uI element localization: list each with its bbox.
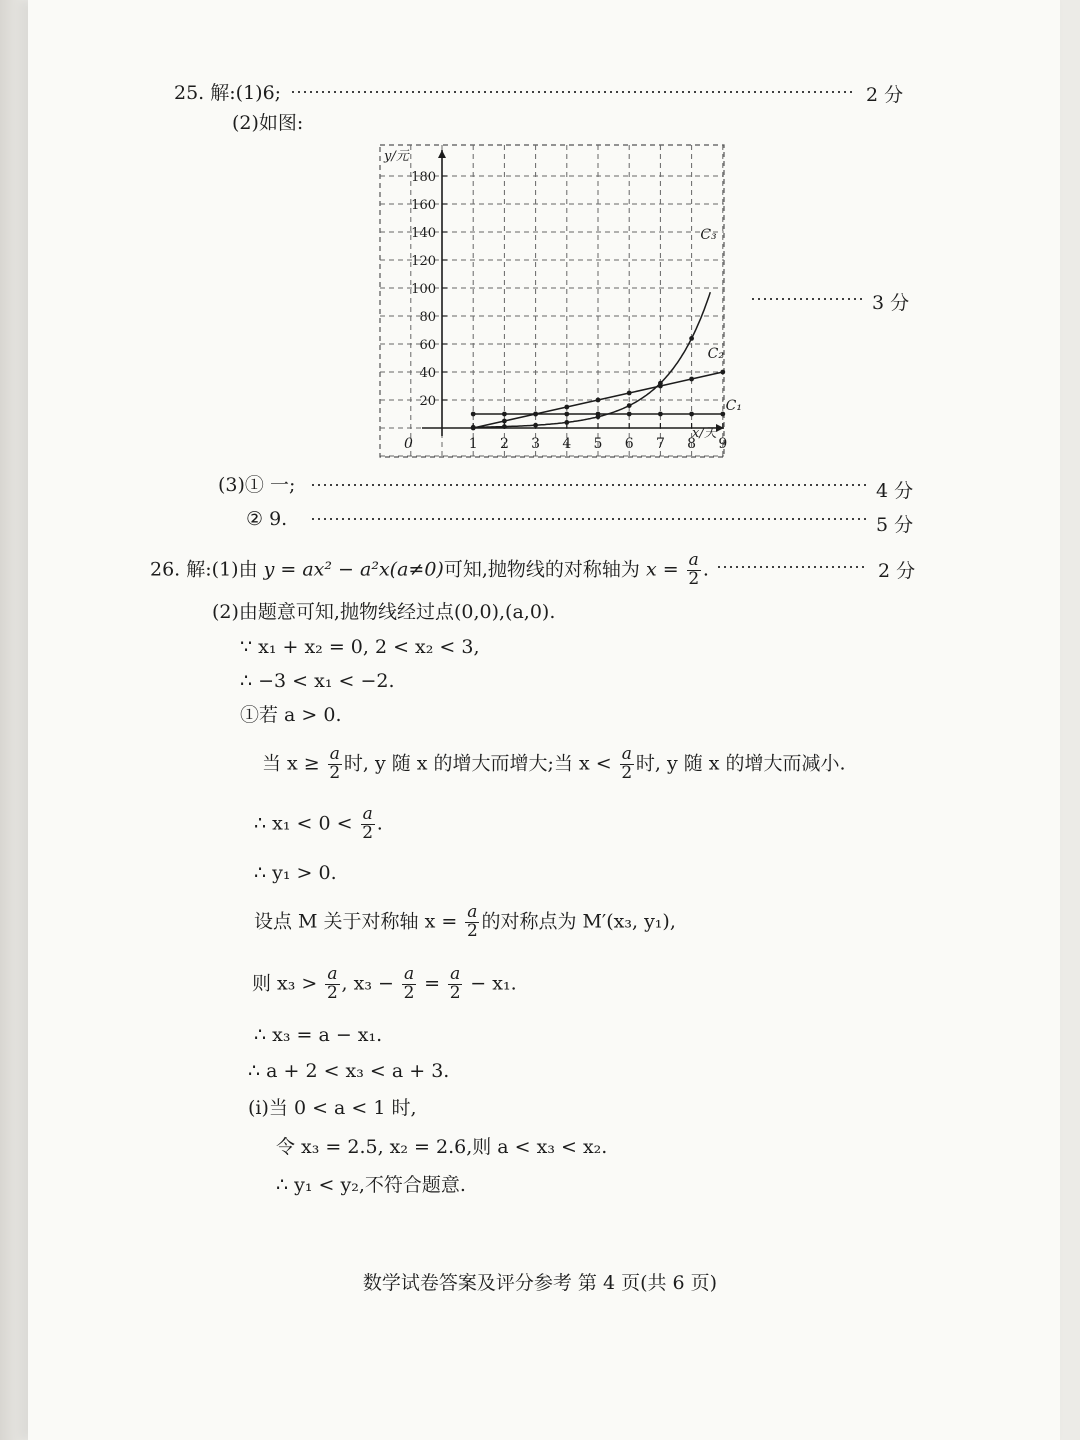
data-point	[471, 412, 476, 417]
x-tick-label: 9	[718, 436, 728, 452]
q26-line-8: ∴ y₁ > 0.	[254, 862, 337, 884]
q26-line-15: ∴ y₁ < y₂,不符合题意.	[276, 1174, 466, 1196]
q26-line-6c: 时, y 随 x 的增大而减小.	[635, 752, 846, 775]
fraction-a-over-2: $\frac{a}{2}$	[449, 964, 461, 1003]
y-tick-label: 80	[419, 310, 436, 325]
series-line-3	[473, 292, 710, 427]
origin-label: 0	[404, 436, 413, 452]
x-axis-label: x/天	[692, 426, 717, 441]
q26-line-10d: − x₁.	[470, 972, 517, 995]
q26-line-14: 令 x₃ = 2.5, x₂ = 2.6,则 a < x₃ < x₂.	[276, 1136, 608, 1158]
series-label-2: C₂	[707, 346, 725, 362]
q25-score-2: 3 分	[872, 292, 910, 314]
y-tick-label: 60	[419, 338, 436, 353]
fraction-a-over-2: $\frac{a}{2}$	[688, 550, 700, 589]
series-label-3: C₃	[700, 227, 717, 243]
q26-header-x: x =	[645, 558, 679, 581]
q26-line-6a: 当 x ≥	[262, 752, 320, 775]
leader-dots	[290, 91, 856, 93]
y-tick-label: 100	[411, 282, 436, 297]
data-point	[658, 412, 663, 417]
data-point	[533, 412, 538, 417]
data-point	[596, 414, 601, 419]
data-point	[564, 420, 569, 425]
q26-line-5: ①若 a > 0.	[240, 704, 342, 726]
q25-part-2: (2)如图:	[232, 112, 304, 134]
q25-score-4: 5 分	[876, 514, 914, 536]
data-point	[502, 419, 507, 424]
data-point	[627, 412, 632, 417]
page-edge-shadow	[0, 0, 28, 1440]
data-point	[627, 391, 632, 396]
q26-line-9	[254, 904, 676, 941]
q25-part-3a: (3)① 一;	[218, 474, 296, 496]
q26-line-9b: 的对称点为 M′(x₃, y₁),	[481, 910, 676, 933]
x-tick-label: 5	[593, 436, 603, 452]
leader-dots	[310, 484, 866, 486]
data-point	[720, 370, 725, 375]
data-point	[471, 425, 476, 430]
q26-line-7a: ∴ x₁ < 0 <	[254, 812, 353, 835]
q26-line-10c: =	[424, 972, 441, 995]
q26-line-10a: 则 x₃ >	[252, 972, 318, 995]
data-point	[564, 412, 569, 417]
data-point	[564, 405, 569, 410]
y-tick-label: 160	[411, 198, 436, 213]
q26-line-6	[262, 746, 846, 783]
leader-dots	[716, 566, 866, 568]
data-point	[627, 403, 632, 408]
y-axis-label: y/元	[384, 149, 409, 164]
q26-header: 26. 解:(1)由 y = ax² − a²x(a≠0)可知,抛物线的对称轴为 x = $\frac{a}{2}$ .	[150, 550, 709, 589]
x-tick-label: 2	[499, 436, 509, 452]
q25-chart	[378, 142, 743, 462]
y-axis-arrow	[438, 150, 446, 158]
q25-part-3b: ② 9.	[246, 508, 288, 530]
q25-header: 25. 解:(1)6;	[174, 82, 282, 104]
data-point	[502, 412, 507, 417]
q25-score-1: 2 分	[866, 84, 904, 106]
x-tick-label: 6	[624, 436, 634, 452]
q26-line-3: ∵ x₁ + x₂ = 0, 2 < x₂ < 3,	[240, 636, 480, 658]
fraction-a-over-2: $\frac{a}{2}$	[621, 744, 633, 783]
q26-score-1: 2 分	[878, 560, 916, 582]
data-point	[689, 377, 694, 382]
leader-dots	[750, 298, 862, 300]
data-point	[689, 336, 694, 341]
fraction-a-over-2: $\frac{a}{2}$	[466, 902, 478, 941]
q26-line-13: (i)当 0 < a < 1 时,	[248, 1097, 417, 1119]
data-point	[720, 412, 725, 417]
x-tick-label: 4	[562, 436, 572, 452]
fraction-a-over-2: $\frac{a}{2}$	[403, 964, 415, 1003]
leader-dots	[310, 518, 866, 520]
q26-line-6b: 时, y 随 x 的增大而增大;当 x <	[343, 752, 612, 775]
y-tick-label: 180	[411, 170, 436, 185]
q25-score-3: 4 分	[876, 480, 914, 502]
q26-line-10	[252, 966, 517, 1003]
fraction-a-over-2: $\frac{a}{2}$	[329, 744, 341, 783]
y-tick-label: 120	[411, 254, 436, 269]
fraction-a-over-2: $\frac{a}{2}$	[362, 804, 374, 843]
y-tick-label: 140	[411, 226, 436, 241]
data-point	[533, 423, 538, 428]
q26-line-10b: , x₃ −	[341, 972, 394, 995]
x-tick-label: 1	[468, 436, 478, 452]
data-point	[689, 412, 694, 417]
x-tick-label: 7	[655, 436, 665, 452]
data-point	[596, 398, 601, 403]
q26-header-eq: y = ax² − a²x(a≠0)	[263, 558, 444, 581]
x-tick-label: 3	[531, 436, 541, 452]
q26-line-4: ∴ −3 < x₁ < −2.	[240, 670, 395, 692]
q26-line-7: ∴ x₁ < 0 < $\frac{a}{2}$ .	[254, 804, 383, 843]
q26-line-12: ∴ a + 2 < x₃ < a + 3.	[248, 1060, 450, 1082]
q26-line-11: ∴ x₃ = a − x₁.	[254, 1024, 383, 1046]
series-label-1: C₁	[725, 398, 743, 414]
x-tick-label: 8	[687, 436, 697, 452]
y-tick-label: 20	[419, 394, 436, 409]
q26-header-pre: 26. 解:(1)由	[150, 558, 258, 581]
page-footer: 数学试卷答案及评分参考 第 4 页(共 6 页)	[362, 1272, 718, 1294]
y-tick-label: 40	[419, 366, 436, 381]
data-point	[502, 424, 507, 429]
q26-line-9a: 设点 M 关于对称轴 x =	[254, 910, 458, 933]
q26-line-2: (2)由题意可知,抛物线经过点(0,0),(a,0).	[212, 601, 556, 623]
q26-header-mid: 可知,抛物线的对称轴为	[443, 558, 640, 581]
data-point	[658, 381, 663, 386]
fraction-a-over-2: $\frac{a}{2}$	[327, 964, 338, 1003]
